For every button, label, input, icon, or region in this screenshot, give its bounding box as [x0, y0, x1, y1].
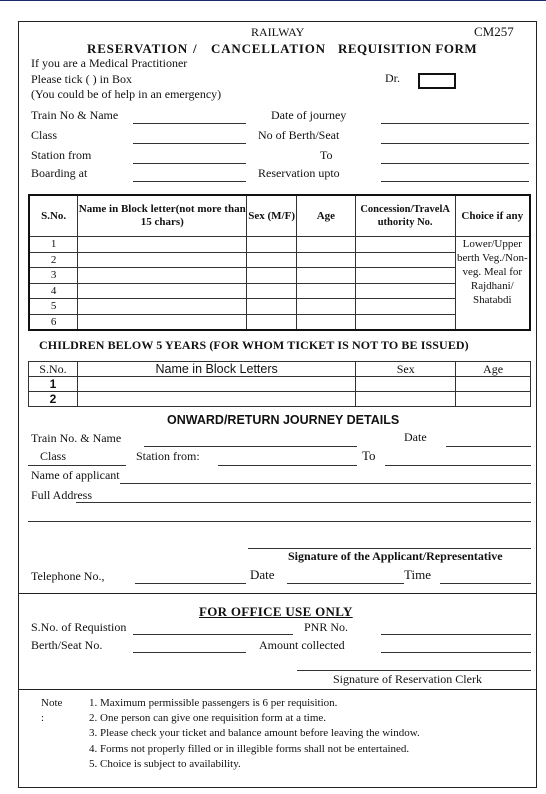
age-cell[interactable] — [456, 377, 531, 392]
notes-list — [89, 696, 420, 772]
age-cell[interactable] — [297, 268, 356, 284]
form-code: CM257 — [474, 24, 514, 39]
onward-station-from-field[interactable] — [218, 465, 357, 466]
class-label: Class — [31, 128, 58, 142]
name-cell[interactable] — [78, 314, 247, 330]
date2-label: Date — [250, 567, 275, 582]
table-row — [29, 377, 531, 392]
note-item: 1. Maximum permissible passengers is 6 per requisition. — [89, 697, 338, 709]
onward-to-field[interactable] — [385, 465, 531, 466]
to-field[interactable] — [381, 163, 529, 164]
section-divider-office — [18, 593, 537, 594]
choice-note: Lower/Upper berth Veg./Non-veg. Meal for Rajdhani/ Shatabdi — [455, 237, 530, 331]
medical-checkbox[interactable] — [418, 73, 456, 89]
table-row — [29, 314, 530, 330]
title-requisition: REQUISITION FORM — [338, 41, 478, 56]
berth-seat-no-label: Berth/Seat No. — [31, 638, 103, 652]
requisition-sno-label: S.No. of Requistion — [31, 620, 127, 634]
note-item: 4. Forms not properly filled or in illegible forms shall not be entertained. — [89, 742, 410, 755]
station-from-label: Station from — [31, 148, 92, 162]
boarding-at-field[interactable] — [133, 181, 246, 182]
table-row — [29, 252, 530, 268]
no-of-berth-field[interactable] — [381, 143, 529, 144]
row-sno: 2 — [29, 392, 78, 407]
date-of-journey-field[interactable] — [381, 123, 529, 124]
sex-cell[interactable] — [247, 299, 297, 315]
col-header-name: Name in Block letter(not more than 15 chars) — [78, 195, 247, 237]
note-item: 5. Choice is subject to availability. — [89, 757, 241, 770]
col-header-sno: S.No. — [29, 195, 78, 237]
title-cancellation: CANCELLATION — [211, 41, 326, 56]
onward-train-field[interactable] — [144, 446, 357, 447]
row-sno: 4 — [29, 283, 78, 299]
berth-seat-no-field[interactable] — [133, 652, 246, 653]
age-cell[interactable] — [456, 392, 531, 407]
sex-cell[interactable] — [356, 392, 456, 407]
amount-collected-field[interactable] — [381, 652, 531, 653]
concession-cell[interactable] — [355, 237, 455, 253]
name-cell[interactable] — [78, 299, 247, 315]
col-header-sno: S.No. — [29, 362, 78, 377]
children-title: CHILDREN BELOW 5 YEARS (FOR WHOM TICKET IS NOT TO BE ISSUED) — [39, 338, 469, 352]
onward-title: ONWARD/RETURN JOURNEY DETAILS — [167, 413, 400, 427]
dr-label: Dr. — [385, 71, 400, 85]
age-cell[interactable] — [297, 299, 356, 315]
onward-date-label: Date — [404, 430, 427, 444]
address-field-line1[interactable] — [76, 502, 531, 503]
name-cell[interactable] — [78, 283, 247, 299]
name-cell[interactable] — [78, 252, 247, 268]
sex-cell[interactable] — [356, 377, 456, 392]
col-header-choice: Choice if any — [455, 195, 530, 237]
table-row — [29, 283, 530, 299]
note-item: 2. One person can give one requisition form at a time. — [89, 712, 327, 725]
table-row — [29, 237, 530, 253]
children-table — [28, 361, 531, 407]
age-cell[interactable] — [297, 252, 356, 268]
age-cell[interactable] — [297, 283, 356, 299]
telephone-label: Telephone No., — [31, 569, 105, 583]
no-of-berth-label: No of Berth/Seat — [258, 128, 340, 142]
medical-line1: If you are a Medical Practitioner — [31, 56, 188, 70]
onward-date-field[interactable] — [446, 446, 531, 447]
table-row — [29, 392, 531, 407]
name-cell[interactable] — [78, 237, 247, 253]
col-header-age: Age — [297, 195, 356, 237]
requisition-sno-field[interactable] — [133, 634, 293, 635]
date-of-journey-label: Date of journey — [271, 108, 347, 122]
applicant-signature-label: Signature of the Applicant/Representative — [288, 549, 503, 563]
pnr-no-field[interactable] — [381, 634, 531, 635]
clerk-signature-label: Signature of Reservation Clerk — [333, 672, 482, 686]
col-header-concession: Concession/TravelA uthority No. — [355, 195, 455, 237]
concession-cell[interactable] — [355, 314, 455, 330]
title-slash: / — [193, 41, 197, 56]
onward-station-from-label: Station from: — [136, 449, 200, 463]
row-sno: 6 — [29, 314, 78, 330]
station-from-field[interactable] — [133, 163, 246, 164]
col-header-name: Name in Block Letters — [77, 362, 355, 377]
train-no-name-label: Train No & Name — [31, 108, 119, 122]
class-field[interactable] — [133, 143, 246, 144]
org-title: RAILWAY — [251, 25, 305, 39]
address-field-line2[interactable] — [28, 521, 531, 522]
reservation-upto-label: Reservation upto — [258, 166, 340, 180]
concession-cell[interactable] — [355, 299, 455, 315]
col-header-sex: Sex — [356, 362, 456, 377]
train-no-name-field[interactable] — [133, 123, 246, 124]
sex-cell[interactable] — [247, 237, 297, 253]
date2-field[interactable] — [287, 583, 404, 584]
time-field[interactable] — [440, 583, 531, 584]
row-sno: 3 — [29, 268, 78, 284]
col-header-sex: Sex (M/F) — [247, 195, 297, 237]
top-border — [0, 0, 546, 1]
table-row — [29, 299, 530, 315]
sex-cell[interactable] — [247, 314, 297, 330]
concession-cell[interactable] — [355, 268, 455, 284]
note-label: Note : — [41, 697, 63, 725]
passenger-table — [28, 194, 531, 331]
amount-collected-label: Amount collected — [259, 638, 345, 652]
sex-cell[interactable] — [247, 283, 297, 299]
section-divider-notes — [18, 689, 537, 690]
name-cell[interactable] — [77, 392, 355, 407]
col-header-age: Age — [456, 362, 531, 377]
applicant-name-label: Name of applicant — [31, 468, 120, 482]
age-cell[interactable] — [297, 237, 356, 253]
pnr-no-label: PNR No. — [304, 620, 349, 634]
medical-line3: (You could be of help in an emergency) — [31, 87, 222, 101]
onward-class-label: Class — [40, 449, 67, 463]
office-title: FOR OFFICE USE ONLY — [199, 604, 353, 619]
row-sno: 1 — [29, 377, 78, 392]
note-item: 3. Please check your ticket and balance amount before leaving the window. — [89, 727, 420, 740]
onward-to-label: To — [362, 448, 376, 463]
row-sno: 1 — [29, 237, 78, 253]
time-label: Time — [404, 567, 431, 582]
name-cell[interactable] — [77, 377, 355, 392]
onward-train-label: Train No. & Name — [31, 431, 122, 445]
applicant-name-field[interactable] — [120, 483, 531, 484]
concession-cell[interactable] — [355, 283, 455, 299]
sex-cell[interactable] — [247, 268, 297, 284]
boarding-at-label: Boarding at — [31, 166, 88, 180]
onward-class-field[interactable] — [28, 465, 126, 466]
telephone-field[interactable] — [135, 583, 246, 584]
row-sno: 2 — [29, 252, 78, 268]
full-address-label: Full Address — [31, 488, 93, 502]
row-sno: 5 — [29, 299, 78, 315]
clerk-signature-line[interactable] — [297, 670, 531, 671]
sex-cell[interactable] — [247, 252, 297, 268]
age-cell[interactable] — [297, 314, 356, 330]
to-label: To — [320, 148, 333, 162]
reservation-upto-field[interactable] — [381, 181, 529, 182]
title-reservation: RESERVATION — [87, 41, 189, 56]
medical-line2: Please tick ( ) in Box — [31, 72, 132, 86]
table-row — [29, 268, 530, 284]
name-cell[interactable] — [78, 268, 247, 284]
concession-cell[interactable] — [355, 252, 455, 268]
